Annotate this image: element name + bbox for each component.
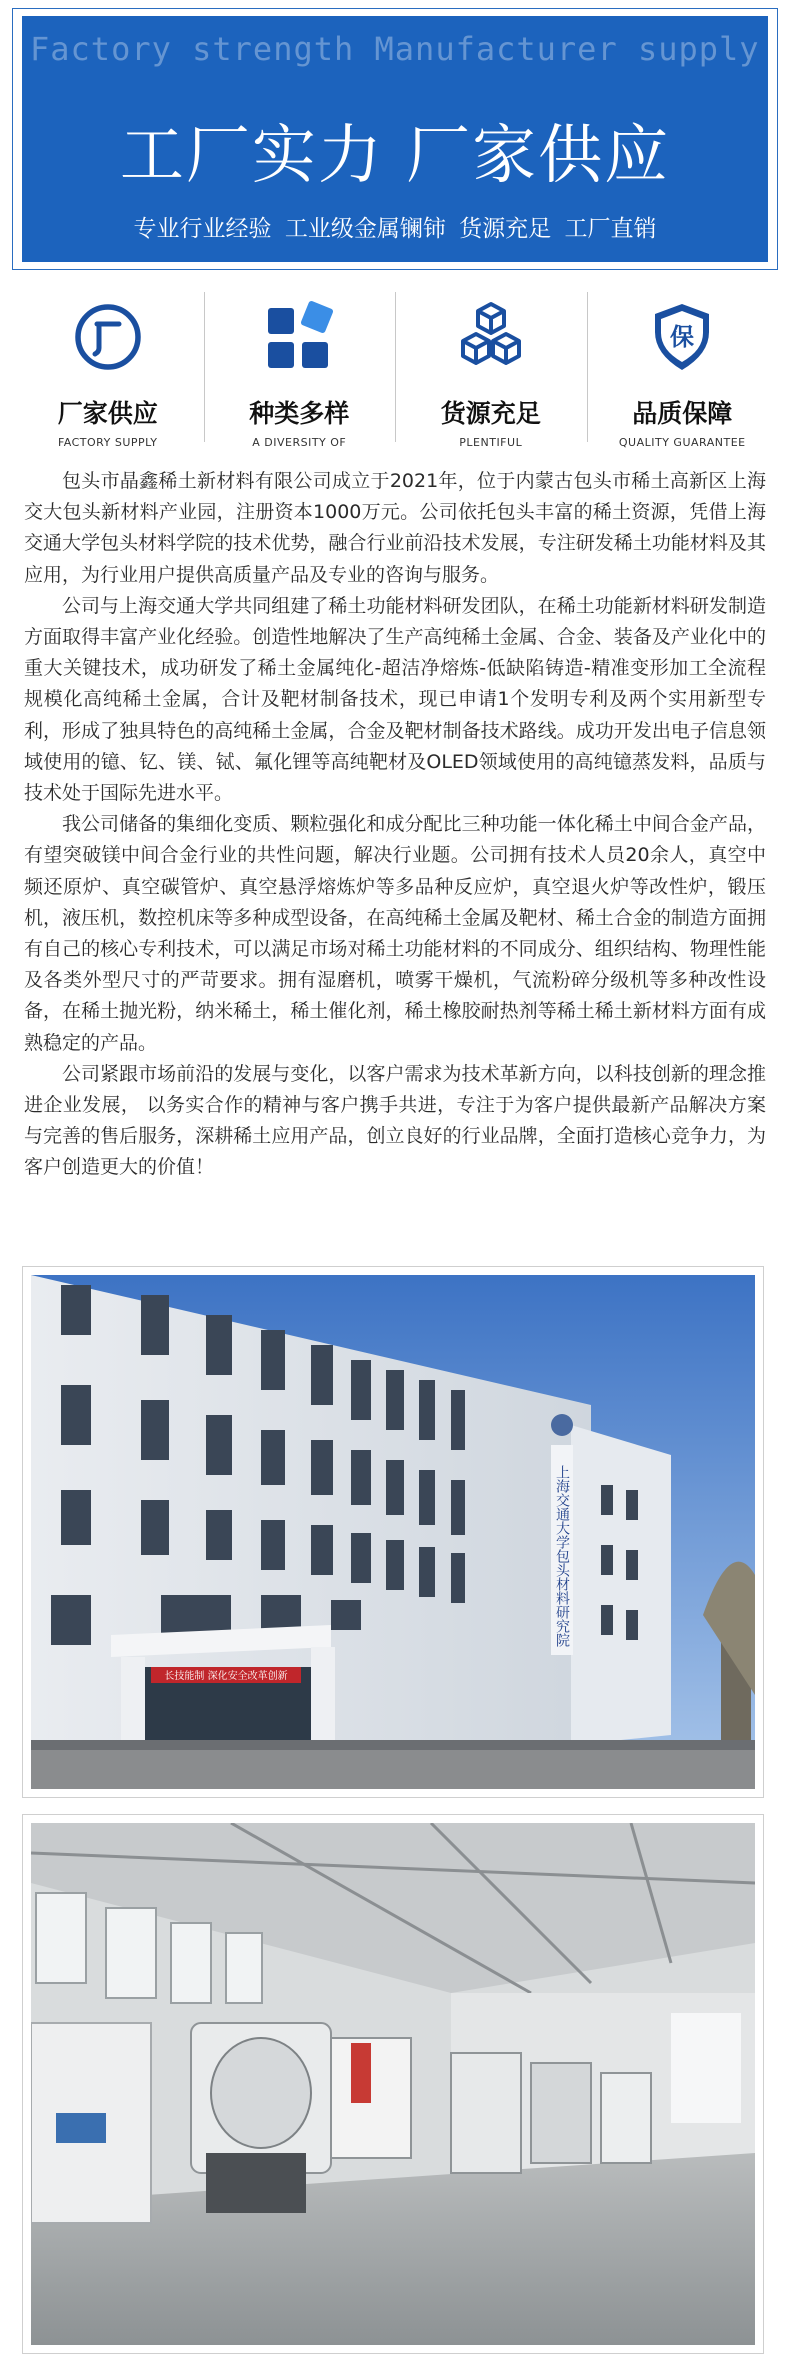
building-illustration xyxy=(31,1275,755,1789)
banner-english-text: Factory strength Manufacturer supply xyxy=(30,30,760,68)
shield-glyph: 保 xyxy=(670,323,695,351)
feature-title: 厂家供应 xyxy=(57,399,158,428)
cubes-stack-icon xyxy=(452,298,530,376)
feature-title: 品质保障 xyxy=(632,399,733,428)
feature-title: 种类多样 xyxy=(249,399,350,428)
feature-factory-supply xyxy=(12,284,204,454)
workshop-illustration xyxy=(31,1823,755,2345)
building-sign: 上海交通大学包头材料研究院 xyxy=(554,1465,570,1647)
banner-title: 工厂实力 厂家供应 xyxy=(119,119,671,193)
banner-subtitle: 专业行业经验 工业级金属镧铈 货源充足 工厂直销 xyxy=(133,216,657,242)
feature-subtitle: PLENTIFUL xyxy=(459,436,523,449)
building-photo xyxy=(22,1266,764,1798)
company-introduction xyxy=(24,466,766,1184)
intro-paragraph: 包头市晶鑫稀土新材料有限公司成立于2021年，位于内蒙古包头市稀土高新区上海交大包头新材料产业园，注册资本1000万元。公司依托包头丰富的稀土资源，凭借上海交通大学包头材料学院的技术优势，融合行业前沿技术发展，专注研发稀土功能材料及其应用，为行业用户提供高质量产品及专业的咨询与服务。 xyxy=(24,470,766,586)
workshop-photo xyxy=(22,1814,764,2354)
feature-quality xyxy=(587,284,779,454)
feature-list xyxy=(12,284,778,454)
intro-paragraph: 公司与上海交通大学共同组建了稀土功能材料研发团队，在稀土功能新材料研发制造方面取得丰富产业化经验。创造性地解决了生产高纯稀土金属、合金、装备及产业化中的重大关键技术，成功研发了稀土金属纯化-超洁净熔炼-低缺陷铸造-精准变形加工全流程规模化高纯稀土金属，合计及靶材制备技术，现已申请1个发明专利及两个实用新型专利，形成了独具特色的高纯稀土金属，合金及靶材制备技术路线。成功开发出电子信息领域使用的镱、钇、镁、铽、氟化锂等高纯靶材及OLED领域使用的高纯镱蒸发料，品质与技术处于国际先进水平。 xyxy=(24,594,766,805)
feature-subtitle: QUALITY GUARANTEE xyxy=(618,436,746,449)
intro-paragraph: 我公司储备的集细化变质、颗粒强化和成分配比三种功能一体化稀土中间合金产品，有望突破镁中间合金行业的共性问题，解决行业题。公司拥有技术人员20余人，真空中频还原炉、真空碳管炉、真空悬浮熔炼炉等多品种反应炉，真空退火炉等改性炉，锻压机，液压机，数控机床等多种成型设备，在高纯稀土金属及靶材、稀土合金的制造方面拥有自己的核心专利技术，可以满足市场对稀土功能材料的不同成分、组织结构、物理性能及各类外型尺寸的严苛要求。拥有湿磨机，喷雾干燥机，气流粉碎分级机等多种改性设备，在稀土抛光粉，纳米稀土，稀土催化剂，稀土橡胶耐热剂等稀土稀土新材料方面有成熟稳定的产品。 xyxy=(24,813,766,1054)
intro-paragraph: 公司紧跟市场前沿的发展与变化，以客户需求为技术革新方向，以科技创新的理念推进企业发展， 以务实合作的精神与客户携手共进，专注于为客户提供最新产品解决方案与完善的售后服务，深耕稀土应用产品，创立良好的行业品牌，全面打造核心竞争力，为客户创造更大的价值！ xyxy=(24,1062,766,1179)
shield-guarantee-icon xyxy=(643,298,721,376)
feature-variety xyxy=(204,284,396,454)
feature-title: 货源充足 xyxy=(440,399,541,428)
hero-banner xyxy=(22,16,768,262)
squares-grid-icon xyxy=(260,298,338,376)
feature-subtitle: FACTORY SUPPLY xyxy=(57,436,158,449)
feature-plentiful xyxy=(395,284,587,454)
factory-circle-icon xyxy=(69,298,147,376)
entrance-banner: 长技能制 深化安全改革创新 xyxy=(164,1671,288,1682)
feature-subtitle: A DIVERSITY OF xyxy=(252,436,347,449)
